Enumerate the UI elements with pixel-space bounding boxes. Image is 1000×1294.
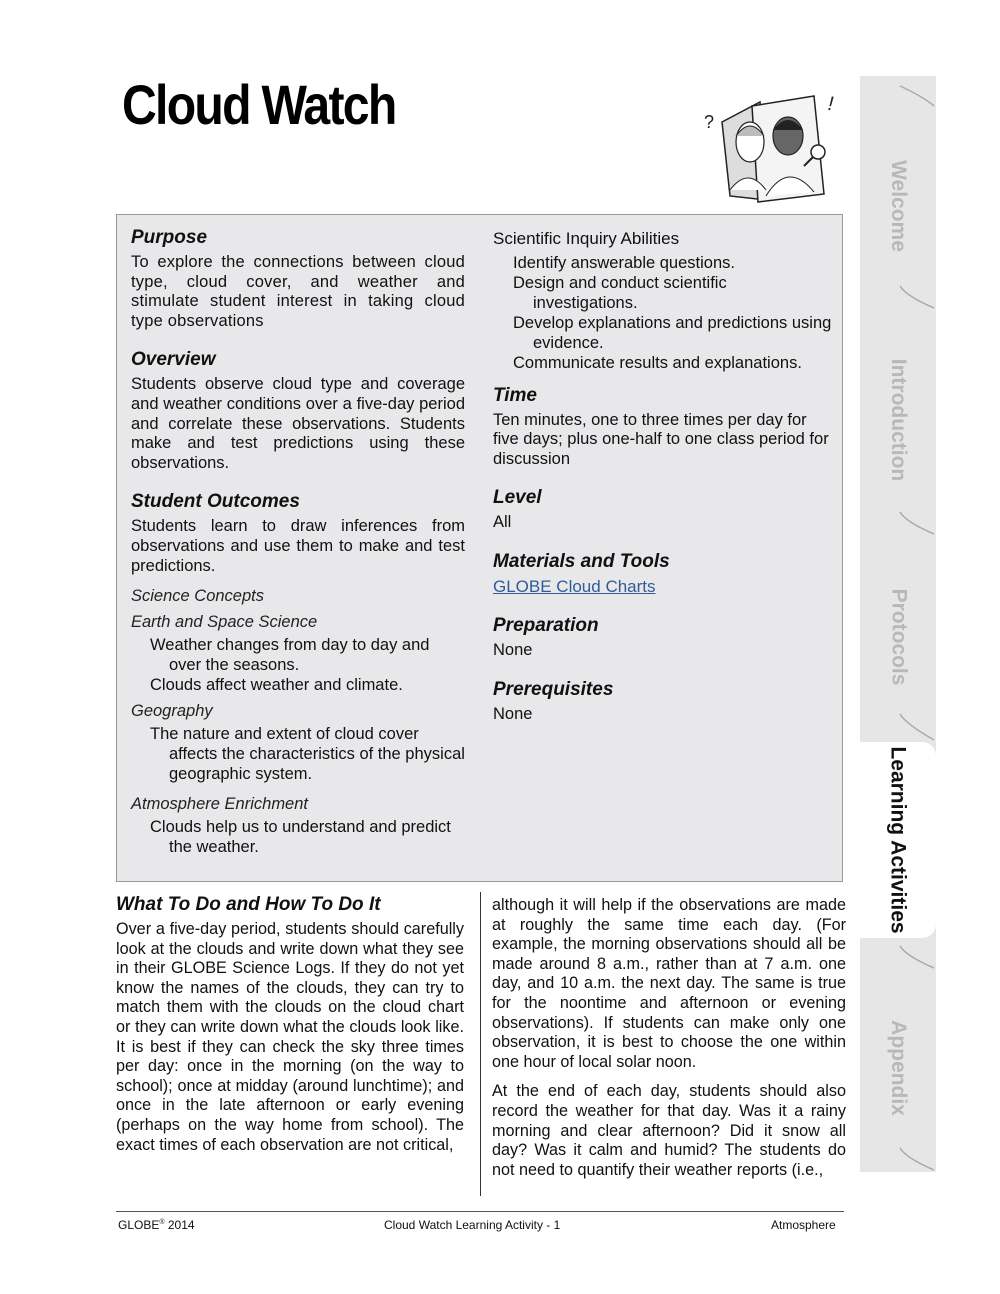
footer-center: Cloud Watch Learning Activity - 1 [384, 1218, 561, 1232]
level-text: All [493, 513, 512, 532]
svg-text:!: ! [825, 92, 837, 116]
tab-protocols[interactable]: Protocols [887, 588, 911, 686]
what-to-do-text: Over a five-day period, students should carefully look at the clouds and write down what they see in their GLOBE Science Logs. If they do not yet know the names of the clouds, they can try to match them with the clouds on the cloud chart or they can write down what the clouds look like. It is best if they can check the sky three times per day: once in the morning (on the way to school); once at midday (around lunchtime); and once in the late afternoon or early evening (perhaps on the way home from school). The exact times of each observation are not critical, [116, 920, 464, 1154]
purpose-heading: Purpose [131, 227, 208, 248]
section-tabs [860, 76, 936, 1172]
summary-box [116, 214, 843, 882]
overview-heading: Overview [131, 349, 216, 371]
inquiry-heading: Scientific Inquiry Abilities [493, 229, 680, 248]
science-concepts-label: Science Concepts [131, 587, 264, 606]
tab-appendix[interactable]: Appendix [887, 1020, 911, 1116]
body-paragraph: At the end of each day, students should also record the weather for that day. Was it a rainy morning and clear afternoon? Did it snow all day? Was it calm and humid? The students do not need to quantify their weather reports (i.e., [492, 1082, 846, 1179]
preparation-heading: Preparation [493, 614, 599, 636]
tab-introduction[interactable]: Introduction [887, 358, 911, 482]
earth-space-label: Earth and Space Science [131, 613, 318, 632]
overview-text: Students observe cloud type and coverage and weather conditions over a five-day period and correlate these observations. Students make and test predictions using these observations. [131, 375, 465, 472]
cloud-charts-link[interactable]: GLOBE Cloud Charts [493, 576, 656, 596]
list-item: Develop explanations and predictions using evidence. [513, 313, 832, 352]
list-item: The nature and extent of cloud cover affects the characteristics of the physical geographic system. [150, 725, 465, 784]
list-item: Identify answerable questions. [513, 253, 735, 272]
list-item: Weather changes from day to day and over the seasons. [150, 636, 430, 675]
purpose-text: To explore the connections between cloud type, cloud cover, and weather and stimulate student interest in taking cloud type observations [131, 253, 465, 330]
time-heading: Time [493, 384, 538, 406]
body-left-column [116, 894, 464, 1155]
summary-right-column [493, 229, 833, 724]
time-text: Ten minutes, one to three times per day for five days; plus one-half to one class period for discussion [493, 410, 829, 468]
body-right-column [492, 896, 846, 1180]
preparation-text: None [493, 640, 533, 659]
tab-learning-activities[interactable]: Learning Activities [860, 742, 936, 938]
tab-welcome[interactable]: Welcome [887, 160, 911, 252]
footer-rule [116, 1211, 844, 1212]
level-heading: Level [493, 487, 542, 509]
geography-label: Geography [131, 702, 213, 721]
outcomes-heading: Student Outcomes [131, 491, 300, 513]
summary-left-column [131, 227, 465, 857]
list-item: Clouds affect weather and climate. [150, 676, 403, 695]
prerequisites-text: None [493, 704, 533, 723]
page-title: Cloud Watch [122, 73, 396, 136]
footer-right: Atmosphere [771, 1218, 836, 1232]
students-illustration [700, 92, 840, 204]
prerequisites-heading: Prerequisites [493, 678, 614, 700]
column-divider [480, 892, 481, 1196]
atmosphere-enrichment-label: Atmosphere Enrichment [131, 795, 308, 814]
what-to-do-heading: What To Do and How To Do It [116, 894, 381, 915]
body-paragraph: although it will help if the observations are made at roughly the same time each day. (For example, the morning observations should all be made around 8 a.m., rather than at 7 a.m. one day, and 10 a.m. the next day. The same is true for the noontime and afternoon or evening observations). If students can make only one observation, it is best to choose the one within one hour of local solar noon. [492, 896, 846, 1071]
svg-text:?: ? [704, 112, 715, 132]
materials-heading: Materials and Tools [493, 550, 670, 572]
list-item: Design and conduct scientific investigations. [513, 273, 727, 312]
list-item: Communicate results and explanations. [513, 353, 802, 372]
outcomes-text: Students learn to draw inferences from observations and use them to make and test predictions. [131, 517, 465, 575]
list-item: Clouds help us to understand and predict the weather. [150, 818, 451, 857]
footer-left: GLOBE® 2014 [118, 1218, 195, 1232]
